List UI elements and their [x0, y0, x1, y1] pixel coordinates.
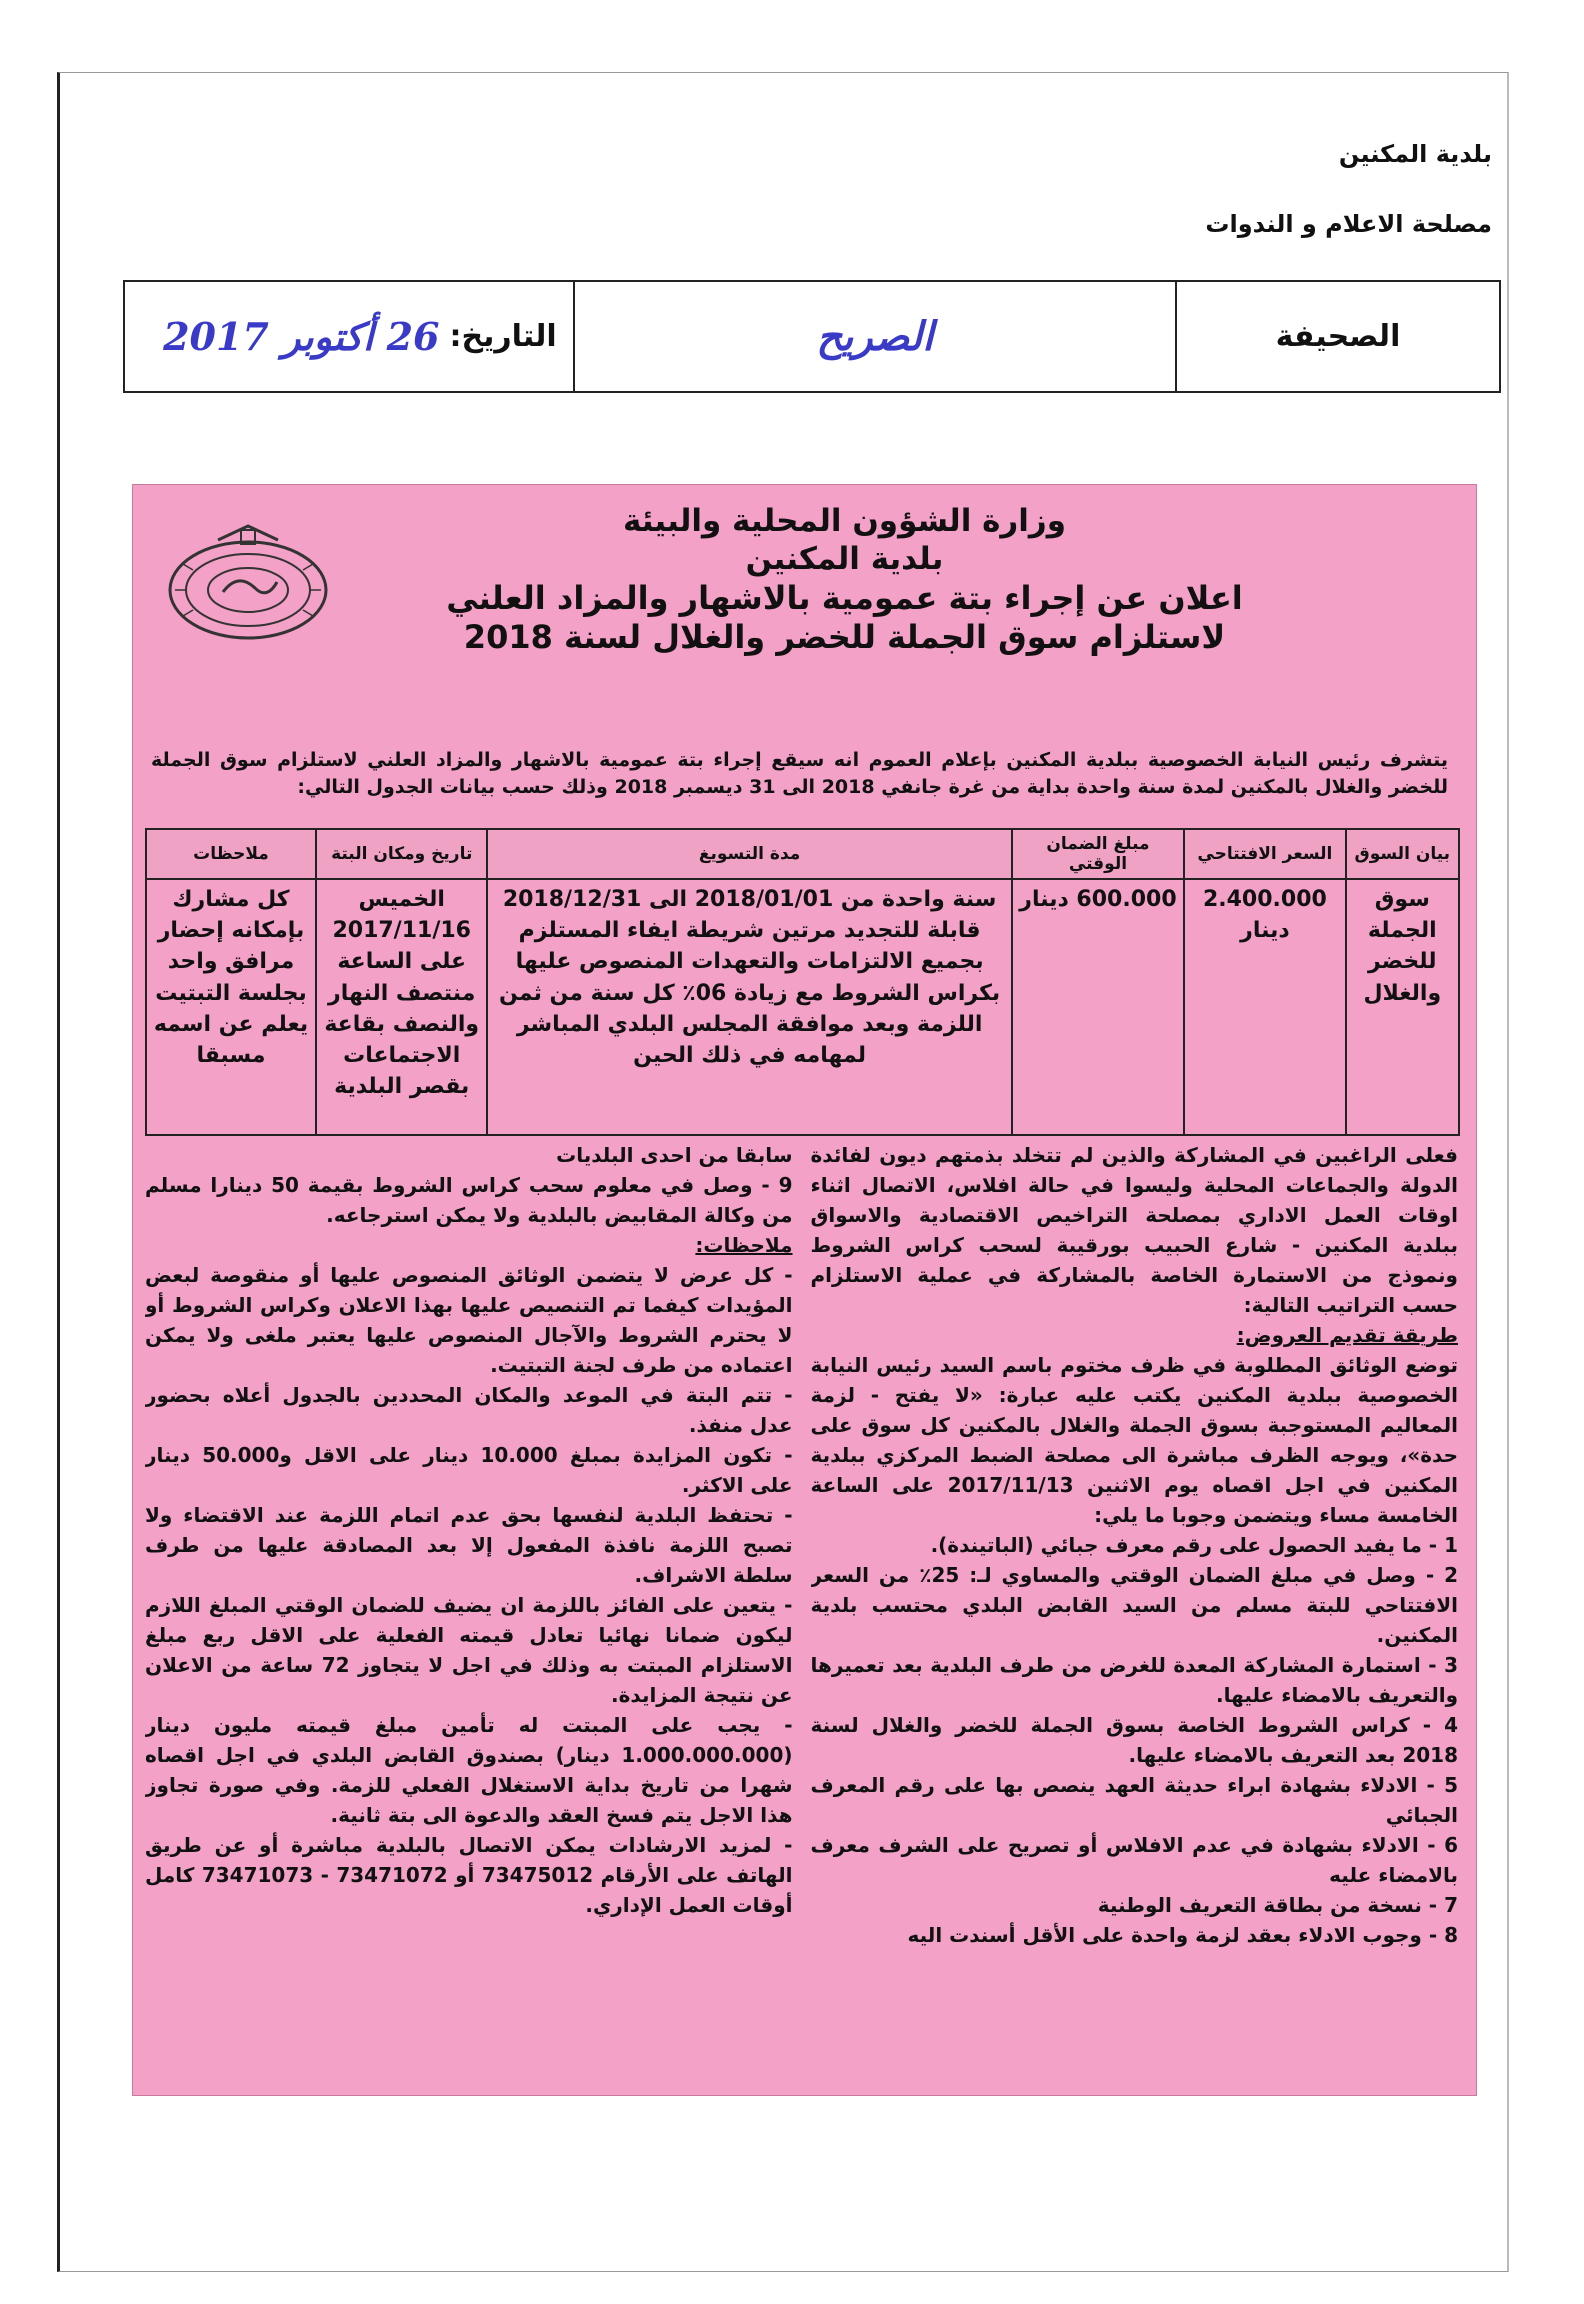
header-market: بيان السوق: [1346, 829, 1459, 879]
list-item: 8 - وجوب الادلاء بعقد لزمة واحدة على الأقل أسندت اليه: [907, 1923, 1458, 1947]
cell-guarantee: 600.000 دينار: [1012, 879, 1184, 1135]
newspaper-name-handwritten: الصريح: [573, 282, 1175, 391]
ministry-title: وزارة الشؤون المحلية والبيئة: [622, 503, 1067, 539]
list-item: - تكون المزايدة بمبلغ 10.000 دينار على الاقل و50.000 دينار على الاكثر.: [145, 1443, 793, 1497]
announcement-subtitle: لاستلزام سوق الجملة للخضر والغلال لسنة 2018: [463, 617, 1226, 656]
newspaper-label: الصحيفة: [1175, 282, 1499, 391]
cell-notes: كل مشارك بإمكانه إحضار مرافق واحد بجلسة التبتيت يعلم عن اسمه مسبقا: [146, 879, 316, 1135]
cell-opening-price: 2.400.000 دينار: [1184, 879, 1345, 1135]
list-item: - تحتفظ البلدية لنفسها بحق عدم اتمام اللزمة عند الاقتضاء ولا تصبح اللزمة نافذة المفعول إلا بعد المصادقة عليها من طرف سلطة الاشراف.: [145, 1503, 793, 1587]
cell-datetime-place: الخميس 2017/11/16 على الساعة منتصف النهار والنصف بقاعة الاجتماعات بقصر البلدية: [316, 879, 488, 1135]
list-item: 5 - الادلاء بشهادة ابراء حديثة العهد ينصص بها على رقم المعرف الجبائي: [810, 1773, 1458, 1827]
paragraph: سابقا من احدى البلديات: [556, 1143, 793, 1167]
left-column: [145, 1140, 793, 2085]
date-cell: [125, 282, 573, 391]
date-value-handwritten: 26 أكتوبر 2017: [163, 314, 440, 359]
header-guarantee: مبلغ الضمان الوقتي: [1012, 829, 1184, 879]
table-row: [146, 879, 1459, 1135]
tender-table: [145, 828, 1460, 1136]
announcement-title: اعلان عن إجراء بتة عمومية بالاشهار والمزاد العلني: [446, 578, 1243, 617]
cell-market: سوق الجملة للخضر والغلال: [1346, 879, 1459, 1135]
clipping-titles: [333, 503, 1356, 657]
header-notes: ملاحظات: [146, 829, 316, 879]
metadata-table: [123, 280, 1501, 393]
list-item: - تتم البتة في الموعد والمكان المحددين بالجدول أعلاه بحضور عدل منفذ.: [145, 1383, 793, 1437]
list-item: 4 - كراس الشروط الخاصة بسوق الجملة للخضر والغلال لسنة 2018 بعد التعريف بالامضاء عليها.: [810, 1713, 1458, 1767]
cell-period: سنة واحدة من 2018/01/01 الى 2018/12/31 قابلة للتجديد مرتين شريطة ايفاء المستلزم بجميع الالتزامات والتعهدات المنصوص عليها بكراس الشروط مع زيادة 06٪ كل سنة من ثمن اللزمة وبعد موافقة المجلس البلدي المباشر لمهامه في ذلك الحين: [487, 879, 1011, 1135]
subheading-notes: ملاحظات:: [695, 1233, 793, 1257]
list-item: 2 - وصل في مبلغ الضمان الوقتي والمساوي لـ: 25٪ من السعر الافتتاحي للبتة مسلم من السيد القابض البلدي محتسب بلدية المكنين.: [810, 1563, 1458, 1647]
right-column: [811, 1140, 1459, 2085]
list-item: 9 - وصل في معلوم سحب كراس الشروط بقيمة 50 دينارا مسلم من وكالة المقابيض بالبلدية ولا يمكن استرجاعه.: [145, 1173, 793, 1227]
list-item: 7 - نسخة من بطاقة التعريف الوطنية: [1097, 1893, 1458, 1917]
list-item: - كل عرض لا يتضمن الوثائق المنصوص عليها أو منقوصة لبعض المؤيدات كيفما تم التنصيص عليها بهذا الاعلان وكراس الشروط أو لا يحترم الشروط والآجال المنصوص عليها يعتبر ملغى ولا يمكن اعتماده من طرف لجنة التبتيت.: [145, 1263, 793, 1377]
tender-table-header-row: [146, 829, 1459, 879]
subheading-submission: طريقة تقديم العروض:: [1236, 1323, 1458, 1347]
municipality-header: بلدية المكنين: [1338, 140, 1492, 168]
announcement-body: [145, 1140, 1458, 2085]
municipality-emblem-icon: [163, 520, 333, 650]
header-datetime-place: تاريخ ومكان البتة: [316, 829, 488, 879]
paragraph: توضع الوثائق المطلوبة في ظرف مختوم باسم السيد رئيس النيابة الخصوصية ببلدية المكنين يكتب عليه عبارة: «لا يفتح - لزمة المعاليم المستوجبة بسوق الجملة والغلال بالمكنين كل سوق على حدة»، ويوجه الظرف مباشرة الى مصلحة الضبط المركزي ببلدية المكنين في اجل اقصاه يوم الاثنين 2017/11/13 على الساعة الخامسة مساء ويتضمن وجوبا ما يلي:: [810, 1353, 1458, 1527]
clipping-municipality-title: بلدية المكنين: [745, 540, 944, 577]
list-item: 3 - استمارة المشاركة المعدة للغرض من طرف البلدية بعد تعميرها والتعريف بالامضاء عليها.: [810, 1653, 1458, 1707]
announcement-intro: يتشرف رئيس النيابة الخصوصية ببلدية المكنين بإعلام العموم انه سيقع إجراء بتة عمومية بالاشهار والمزاد العلني لاستلزام سوق الجملة للخضر والغلال بالمكنين لمدة سنة واحدة بداية من غرة جانفي 2018 الى 31 ديسمبر 2018 وذلك حسب بيانات الجدول التالي:: [151, 749, 1448, 798]
department-header: مصلحة الاعلام و الندوات: [1205, 210, 1492, 238]
list-item: - لمزيد الارشادات يمكن الاتصال بالبلدية مباشرة أو عن طريق الهاتف على الأرقام 73475012 أو 73471072 - 73471073 كامل أوقات العمل الإداري.: [145, 1833, 793, 1917]
list-item: - يجب على المبتت له تأمين مبلغ قيمته مليون دينار (1.000.000.000 دينار) بصندوق القابض البلدي في اجل اقصاه شهرا من تاريخ بداية الاستغلال الفعلي للزمة. وفي صورة تجاوز هذا الاجل يتم فسخ العقد والدعوة الى بتة ثانية.: [145, 1713, 793, 1827]
header-period: مدة التسويغ: [487, 829, 1011, 879]
date-label: التاريخ:: [449, 319, 557, 354]
header-opening-price: السعر الافتتاحي: [1184, 829, 1345, 879]
paragraph: فعلى الراغبين في المشاركة والذين لم تتخلد بذمتهم ديون لفائدة الدولة والجماعات المحلية وليسوا في حالة افلاس، الاتصال اثناء اوقات العمل الاداري بمصلحة التراخيص الاقتصادية والاسواق ببلدية المكنين - شارع الحبيب بورقيبة لسحب كراس الشروط ونموذج من الاستمارة الخاصة بالمشاركة في عملية الاستلزام حسب التراتيب التالية:: [810, 1143, 1458, 1317]
newspaper-clipping: [132, 484, 1477, 2096]
list-item: 6 - الادلاء بشهادة في عدم الافلاس أو تصريح على الشرف معرف بالامضاء عليه: [810, 1833, 1458, 1887]
list-item: - يتعين على الفائز باللزمة ان يضيف للضمان الوقتي المبلغ اللازم ليكون ضمانا نهائيا تعادل قيمته الفعلية على الاقل ربع مبلغ الاستلزام المبتت به وذلك في اجل لا يتجاوز 72 ساعة من الاعلان عن نتيجة المزايدة.: [145, 1593, 793, 1707]
list-item: 1 - ما يفيد الحصول على رقم معرف جبائي (الباتيندة).: [930, 1533, 1458, 1557]
